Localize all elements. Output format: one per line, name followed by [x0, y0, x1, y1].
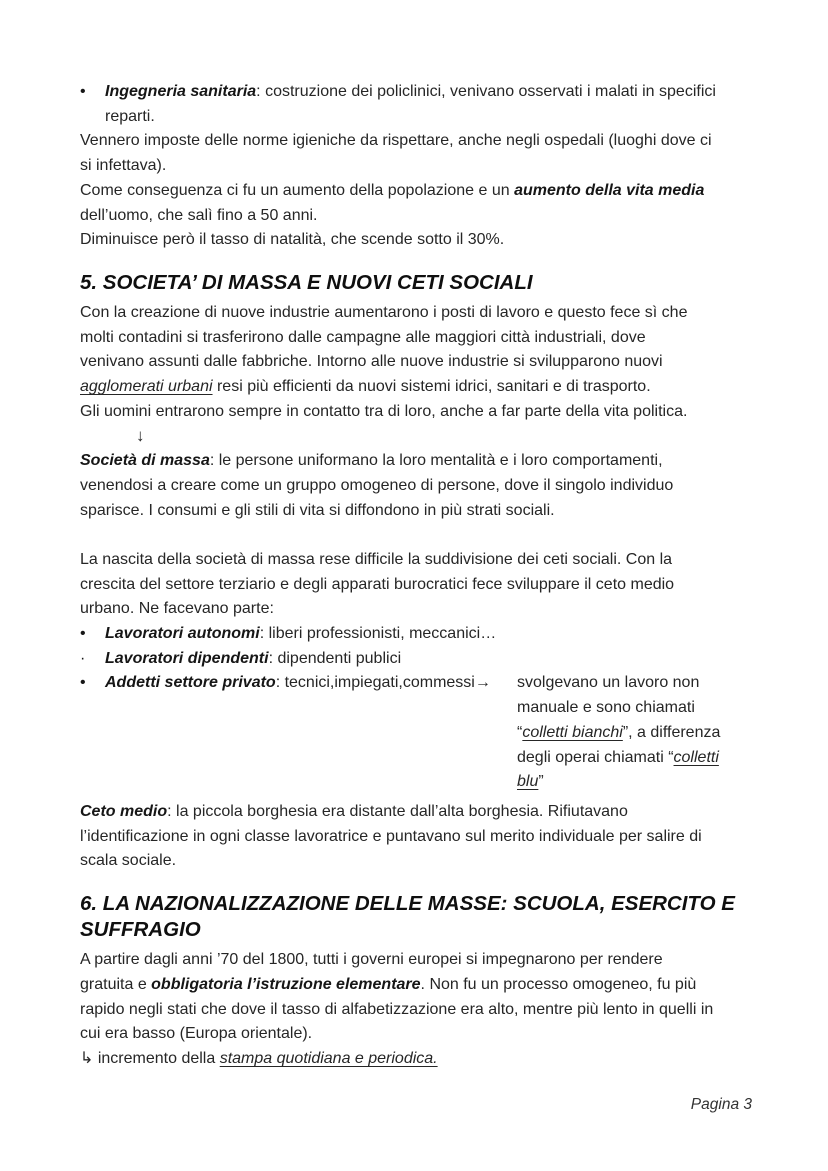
text-run: l’identificazione in ogni classe lavoratrice e puntavano sul merito individuale per salire di — [80, 827, 702, 845]
text-line — [80, 597, 752, 622]
text-line — [80, 499, 752, 524]
text-line — [517, 721, 752, 746]
text-line — [80, 573, 752, 598]
text-run: blu — [517, 773, 539, 791]
text-run: : costruzione dei policlinici, venivano osservati i malati in specifici — [256, 83, 716, 100]
text-run: sparisce. I consumi e gli stili di vita si diffondono in più strati sociali. — [80, 501, 555, 519]
text-line — [517, 696, 752, 721]
text-run: gratuita e — [80, 975, 152, 993]
text-line — [80, 375, 752, 400]
text-run: La nascita della società di massa rese difficile la suddivisione dei ceti sociali. Con la — [80, 550, 673, 568]
paragraph-ceto-medio — [80, 800, 752, 874]
text-run: aumento della vita media — [514, 181, 705, 199]
text-line — [80, 400, 752, 425]
bullet-icon: · — [80, 649, 86, 667]
text-run: si infettava). — [80, 157, 167, 175]
text-run: Ceto medio — [80, 802, 168, 820]
text-run: Lavoratori dipendenti — [105, 649, 269, 667]
text-line — [80, 849, 752, 874]
page-content — [80, 80, 752, 1072]
text-run: Società di massa — [80, 452, 210, 470]
text-run: Vennero imposte delle norme igieniche da rispettare, anche negli ospedali (luoghi dove ci — [80, 132, 712, 150]
text-run: . Non fu un processo omogeneo, fu più — [420, 975, 697, 993]
text-line — [105, 647, 752, 672]
text-line — [80, 973, 752, 998]
text-line — [105, 105, 752, 130]
paragraph-istruzione-elementare — [80, 948, 752, 1072]
text-run: ↳ incremento della — [80, 1049, 220, 1067]
text-run: obbligatoria l’istruzione elementare — [151, 975, 421, 993]
text-run: crescita del settore terziario e degli apparati burocratici fece sviluppare il ceto medio — [80, 575, 675, 593]
text-line — [105, 622, 752, 647]
text-run: rapido negli stati che dove il tasso di alfabetizzazione era alto, mentre più lento in quelli in — [80, 1000, 714, 1018]
bullet-text — [105, 80, 752, 129]
paragraph-nuove-industrie — [80, 301, 752, 425]
bullet-icon: • — [80, 83, 86, 100]
text-line — [517, 746, 752, 771]
text-run: ” — [538, 773, 544, 791]
text-line — [80, 1022, 752, 1047]
text-run: A partire dagli anni ’70 del 1800, tutti i governi europei si impegnarono per rendere — [80, 951, 663, 969]
bullet-item-lavoratori-dipendenti — [80, 647, 752, 672]
text-line — [80, 301, 752, 326]
text-line — [80, 474, 752, 499]
paragraph-nascita-societa — [80, 548, 752, 622]
bullet-item-lavoratori-autonomi — [80, 622, 752, 647]
text-line — [80, 800, 752, 825]
text-line — [80, 1047, 752, 1072]
text-run: : tecnici,impiegati,commessi→ — [275, 674, 491, 692]
text-line — [80, 998, 752, 1023]
bullet-text — [105, 622, 752, 647]
text-line — [80, 179, 752, 204]
paragraph-aumento-popolazione — [80, 179, 752, 228]
bullet-item-ingegneria-sanitaria — [80, 80, 752, 129]
text-run: Come conseguenza ci fu un aumento della popolazione e un — [80, 181, 515, 199]
text-line — [80, 129, 752, 154]
heading-societa-di-massa: 5. SOCIETA’ DI MASSA E NUOVI CETI SOCIALI — [80, 270, 533, 294]
text-run: resi più efficienti da nuovi sistemi idrici, sanitari e di trasporto. — [212, 378, 651, 396]
text-line — [80, 948, 752, 973]
text-run: : la piccola borghesia era distante dall’alta borghesia. Rifiutavano — [167, 802, 628, 820]
text-run: venivano assunti dalle fabbriche. Intorno alle nuove industrie si svilupparono nuovi — [80, 353, 663, 371]
text-run: dell’uomo, che salì fino a 50 anni. — [80, 206, 318, 224]
text-run: reparti. — [105, 107, 155, 125]
text-run: : le persone uniformano la loro mentalità e i loro comportamenti, — [209, 452, 663, 470]
paragraph-tasso-natalita — [80, 228, 752, 253]
down-arrow-icon: ↓ — [136, 426, 145, 446]
text-run: molti contadini si trasferirono dalle campagne alle maggiori città industriali, dove — [80, 328, 646, 346]
text-run: Addetti settore privato — [105, 674, 276, 692]
text-run: stampa quotidiana e periodica. — [219, 1049, 438, 1067]
text-run: : liberi professionisti, meccanici… — [259, 625, 497, 643]
text-line — [80, 326, 752, 351]
text-run: Ingegneria sanitaria — [105, 83, 257, 100]
text-run: venendosi a creare come un gruppo omogeneo di persone, dove il singolo individuo — [80, 476, 674, 494]
text-run: “ — [517, 723, 523, 741]
text-run: colletti — [673, 748, 719, 766]
heading-nazionalizzazione-masse: 6. LA NAZIONALIZZAZIONE DELLE MASSE: SCUOLA, ESERCITO E SUFFRAGIO — [80, 892, 735, 942]
text-line — [80, 449, 752, 474]
text-line — [80, 204, 752, 229]
bullet-icon: • — [80, 674, 86, 692]
text-line — [80, 548, 752, 573]
text-run: Gli uomini entrarono sempre in contatto tra di loro, anche a far parte della vita politica. — [80, 402, 688, 420]
text-run: scala sociale. — [80, 852, 177, 870]
text-run: urbano. Ne facevano parte: — [80, 600, 274, 618]
text-line — [80, 154, 752, 179]
paragraph-definizione-societa-di-massa — [80, 449, 752, 523]
text-line — [80, 825, 752, 850]
text-run: svolgevano un lavoro non — [517, 674, 700, 692]
text-run: manuale e sono chiamati — [517, 699, 695, 717]
text-run: degli operai chiamati “ — [517, 748, 674, 766]
text-line — [80, 350, 752, 375]
text-line — [105, 80, 752, 105]
text-run: Diminuisce però il tasso di natalità, che scende sotto il 30%. — [80, 231, 505, 249]
paragraph-norme-igieniche — [80, 129, 752, 178]
text-run: ”, a differenza — [622, 723, 721, 741]
page-number: Pagina 3 — [690, 1096, 752, 1113]
text-run: : dipendenti publici — [268, 649, 402, 667]
text-run: Lavoratori autonomi — [105, 625, 260, 643]
bullet-text — [105, 647, 752, 672]
text-run: Con la creazione di nuove industrie aumentarono i posti di lavoro e questo fece sì che — [80, 303, 688, 321]
bullet-icon: • — [80, 625, 86, 643]
text-line — [517, 770, 752, 795]
text-run: agglomerati urbani — [80, 378, 213, 396]
text-run: colletti bianchi — [522, 723, 623, 741]
text-line — [80, 228, 752, 253]
text-run: cui era basso (Europa orientale). — [80, 1025, 313, 1043]
